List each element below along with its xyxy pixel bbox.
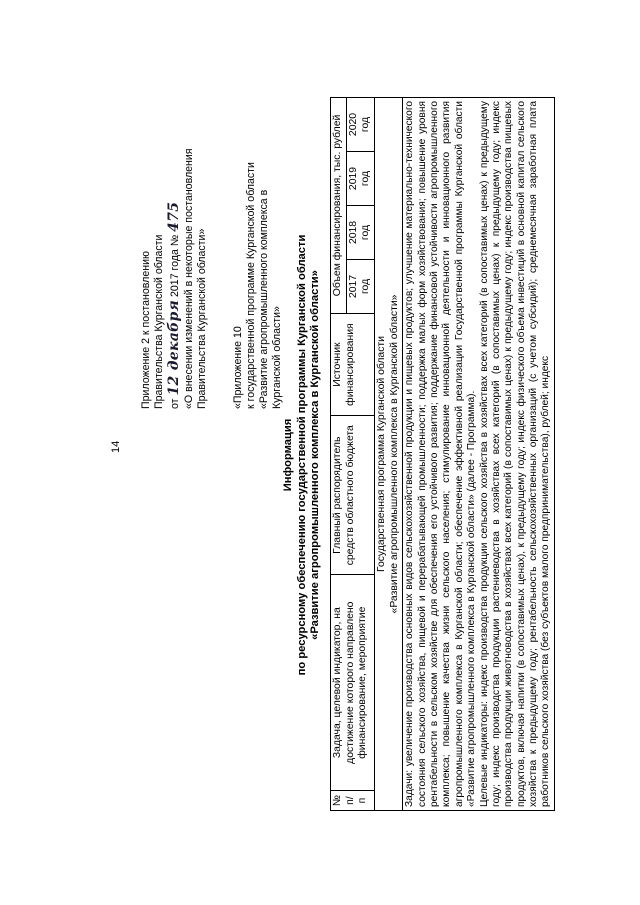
appendix-line-4: Курганской области» [270,306,283,409]
header-line-1: Приложение 2 к постановлению [140,251,152,409]
tasks-cell [403,98,554,811]
header-responsible: Главный распорядитель средств областного бюджета [331,416,375,575]
header-source: Источник финансирования [331,313,375,415]
program-line-2: «Развитие агропромышленного комплекса в Курганской области» [388,294,400,614]
header-year-2017: 2017 год [346,259,374,313]
tasks-text: Задачи: увеличение производства основных видов сельскохозяйственной продукции и пищевых продуктов; улучшение материально-технического состояния сельского хозяйства, пищевой и перерабатывающей промышленности; поддержка малых форм хозяйствования; повышение уровня рентабельности в сельском хозяйстве для обеспечения его устойчивого развития; поддержание финансовой устойчивости агропромышленного комплекса; повышение качества жизни сельского населения; стимулирование инновационной деятельности и инновационного развития агропромышленного комплекса в Курганской области; обеспечение эффективной реализации Государственной программы Курганской области «Развитие агропромышленного комплекса в Курганской области» (далее - Программа). [404,101,478,807]
handwritten-resolution-number: 475 [165,201,182,232]
header-year-2020: 2020 год [346,98,374,152]
table-header-row [331,98,347,811]
header-line-5: Правительства Курганской области» [195,228,208,409]
title-line-1: Информация [282,418,294,492]
resolution-header [140,109,209,409]
header-year-2019: 2019 год [346,152,374,206]
title-line-2: по ресурсному обеспечению государственной программы Курганской области [295,234,308,676]
header-line-3 [166,109,183,409]
page-number: 14 [110,440,122,453]
document-title [282,105,323,805]
appendix-line-1: «Приложение 10 [232,326,244,409]
header-year-2018: 2018 год [346,206,374,260]
appendix-line-3: «Развитие агропромышленного комплекса в [257,189,270,409]
header-line-2: Правительства Курганской области [152,234,165,409]
resource-table [330,97,555,811]
program-name-cell [375,98,403,811]
appendix-line-2: к государственной программе Курганской области [244,162,257,409]
title-line-3: «Развитие агропромышленного комплекса в Курганской области» [309,270,322,640]
handwritten-date: 12 декабря [165,299,182,396]
header-date-prefix: от [168,398,181,409]
header-year-number-label: 2017 года № [168,234,181,297]
header-line-4: «О внесении изменений в некоторые постановления [182,148,195,409]
appendix-label [232,109,284,409]
program-name-row [375,98,403,811]
header-num: № п/п [331,791,375,811]
indicators-text: Целевые индикаторы: индекс производства продукции сельского хозяйства в хозяйствах всех категорий (в сопоставимых ценах) к предыдущему году; индекс производства продукции растениеводства в хозяйствах всех категорий (в сопоставимых ценах) к предыдущему году; индекс производства продукции животноводства в хозяйствах всех категорий (в сопоставимых ценах) к предыдущему году; индекс производства пищевых продуктов, включая напитки (в сопоставимых ценах), к предыдущему году; индекс физического объема инвестиций в основной капитал сельского хозяйства к предыдущему году; рентабельность сельскохозяйственных организаций (с учетом субсидий); среднемесячная заработная плата работников сельского хозяйства (без субъектов малого предпринимательства), рублей; индекс [478,101,552,807]
program-line-1: Государственная программа Курганской области [376,336,388,572]
tasks-row [403,98,554,811]
header-task: Задача, целевой индикатор, на достижение которого направлено финансирование, мероприятие [331,575,375,791]
header-volume: Объем финансирования, тыс. рублей [331,98,347,314]
